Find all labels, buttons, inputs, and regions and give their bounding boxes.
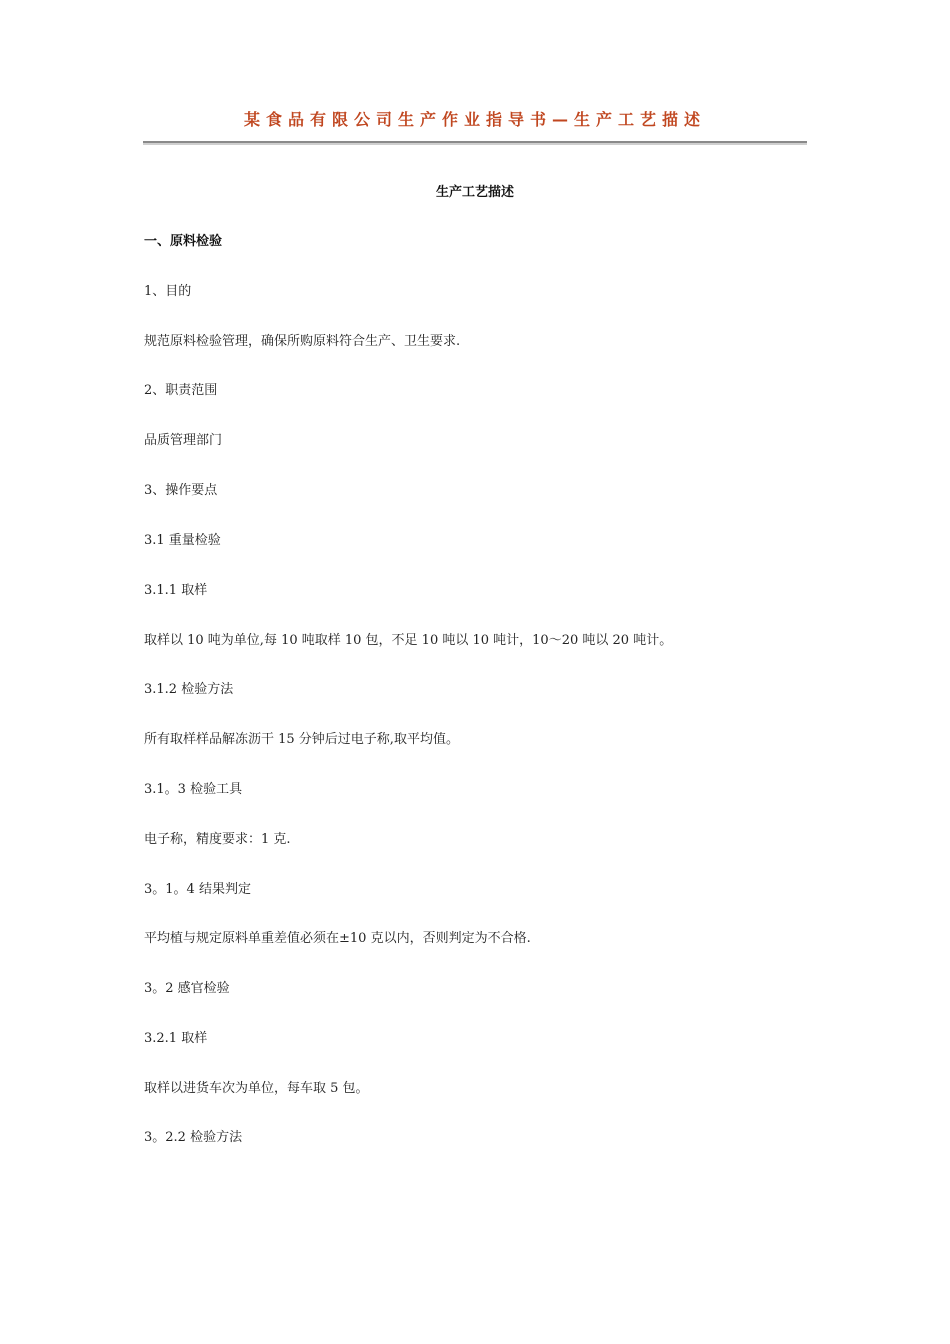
paragraph: 3.1。3 检验工具 [144, 782, 243, 797]
paragraph: 3.1.1 取样 [144, 583, 208, 598]
paragraph: 所有取样样品解冻沥干 15 分钟后过电子称,取平均值。 [144, 732, 459, 747]
paragraph: 取样以 10 吨为单位,每 10 吨取样 10 包，不足 10 吨以 10 吨计，10～20 吨以 20 吨计。 [144, 633, 673, 648]
paragraph: 2、职责范围 [144, 383, 218, 398]
paragraph: 3.1 重量检验 [144, 533, 221, 548]
section-heading: 生产工艺描述 [435, 185, 514, 200]
title-divider [143, 141, 807, 145]
paragraph: 3.1.2 检验方法 [144, 682, 234, 697]
paragraph: 3。2.2 检验方法 [144, 1130, 243, 1145]
paragraph: 3。1。4 结果判定 [144, 882, 251, 897]
paragraph: 3。2 感官检验 [144, 981, 230, 996]
paragraph: 一、原料检验 [144, 234, 223, 249]
document-title: 某食品有限公司生产作业指导书—生产工艺描述 [243, 110, 706, 129]
paragraph: 3.2.1 取样 [144, 1031, 208, 1046]
paragraph: 取样以进货车次为单位，每车取 5 包。 [144, 1081, 369, 1096]
paragraph: 3、操作要点 [144, 483, 218, 498]
paragraph: 电子称，精度要求：1 克. [144, 832, 291, 847]
paragraph: 平均植与规定原料单重差值必须在±10 克以内，否则判定为不合格. [144, 931, 531, 946]
paragraph: 品质管理部门 [144, 433, 223, 448]
paragraph: 规范原料检验管理，确保所购原料符合生产、卫生要求. [144, 334, 461, 349]
paragraph: 1、目的 [144, 284, 192, 299]
